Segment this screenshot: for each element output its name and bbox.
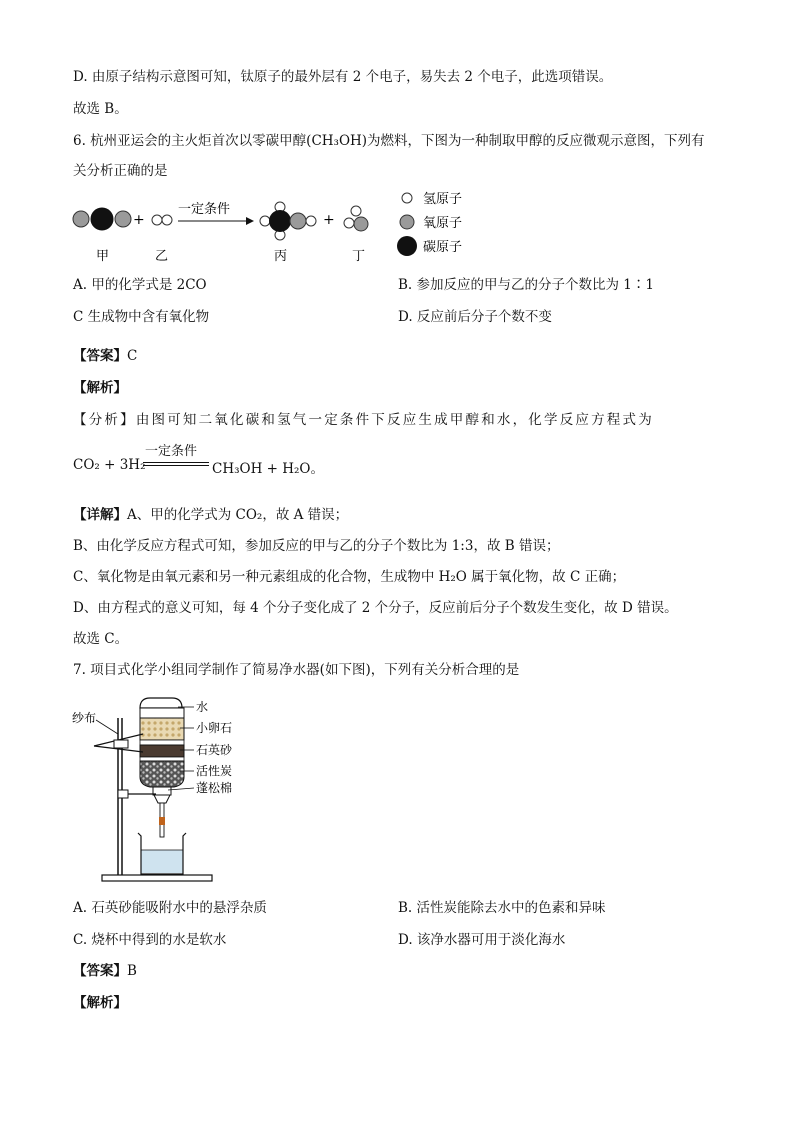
q7-option-d[interactable]: D. 该净水器可用于淡化海水 <box>398 932 566 948</box>
label-pebbles: 小卵石 <box>196 721 233 735</box>
q6-analysis-label: 【解析】 <box>73 380 127 396</box>
water-purifier-diagram <box>68 690 268 890</box>
molecule-jia <box>73 208 131 230</box>
q5-option-d-explanation: D. 由原子结构示意图可知，钛原子的最外层有 2 个电子，易失去 2 个电子，此选项错误。 <box>73 69 613 85</box>
label-ding: 丁 <box>352 249 366 264</box>
q7-answer: 【答案】B <box>73 963 137 979</box>
label-water: 水 <box>196 700 209 714</box>
q6-option-c[interactable]: C 生成物中含有氧化物 <box>73 309 210 325</box>
q7-option-b[interactable]: B. 活性炭能除去水中的色素和异味 <box>398 900 606 916</box>
legend-carbon <box>397 236 462 256</box>
reaction-arrow <box>178 217 254 225</box>
layer-pebbles <box>140 718 184 740</box>
q6-answer-value: C <box>127 348 138 364</box>
legend-hydrogen <box>402 192 462 207</box>
molecule-bing <box>260 202 316 240</box>
q6-conclusion: 故选 C。 <box>73 631 129 647</box>
svg-text:氧原子: 氧原子 <box>423 216 463 231</box>
q6-detail-a: 【详解】A、甲的化学式为 CO₂，故 A 错误； <box>73 507 349 523</box>
stand-base <box>102 875 212 881</box>
q6-detail-d: D、由方程式的意义可知，每 4 个分子变化成了 2 个分子，反应前后分子个数发生变化，故 D 错误。 <box>73 600 678 616</box>
label-bing: 丙 <box>274 249 288 264</box>
q6-stem-line1: 6. 杭州亚运会的主火炬首次以零碳甲醇(CH₃OH)为燃料，下图为一种制取甲醇的反应微观示意图，下列有 <box>73 133 705 149</box>
q6-option-b[interactable]: B. 参加反应的甲与乙的分子个数比为 1∶1 <box>398 277 654 293</box>
equation-lhs: CO₂ + 3H₂ <box>73 457 146 473</box>
beaker <box>138 833 186 874</box>
label-yi: 乙 <box>155 249 169 264</box>
q7-option-a[interactable]: A. 石英砂能吸附水中的悬浮杂质 <box>73 900 267 916</box>
layer-gauze-1 <box>140 740 184 745</box>
q7-answer-value: B <box>127 963 137 979</box>
q5-conclusion: 故选 B。 <box>73 101 128 117</box>
q6-fenxi: 【分析】由图可知二氧化碳和氢气一定条件下反应生成甲醇和水，化学反应方程式为 <box>73 412 654 428</box>
reaction-condition: 一定条件 <box>178 202 231 217</box>
q6-detail-c: C、氧化物是由氧元素和另一种元素组成的化合物，生成物中 H₂O 属于氧化物，故 C 正确； <box>73 569 626 585</box>
q6-chemical-equation <box>73 440 393 476</box>
legend-oxygen <box>400 215 462 231</box>
q7-option-c[interactable]: C. 烧杯中得到的水是软水 <box>73 932 227 948</box>
molecule-yi <box>152 215 172 225</box>
q7-analysis-label: 【解析】 <box>73 995 127 1011</box>
q6-option-d[interactable]: D. 反应前后分子个数不变 <box>398 309 552 325</box>
q7-stem: 7. 项目式化学小组同学制作了简易净水器(如下图)，下列有关分析合理的是 <box>73 662 520 678</box>
plus-sign-2: + <box>323 212 335 228</box>
svg-text:碳原子: 碳原子 <box>423 240 463 255</box>
q6-reaction-diagram <box>60 185 500 265</box>
molecule-ding <box>344 206 368 231</box>
q6-option-a[interactable]: A. 甲的化学式是 2CO <box>73 277 207 293</box>
equation-rhs: CH₃OH + H₂O。 <box>212 461 325 477</box>
filter-bottle <box>140 698 184 803</box>
q6-detail-b: B、由化学反应方程式可知，参加反应的甲与乙的分子个数比为 1:3，故 B 错误； <box>73 538 560 554</box>
layer-carbon <box>140 761 184 787</box>
q6-stem-line2: 关分析正确的是 <box>73 163 168 179</box>
label-jia: 甲 <box>96 249 110 264</box>
label-cotton: 蓬松棉 <box>196 781 233 795</box>
equation-condition: 一定条件 <box>145 444 198 459</box>
label-carbon: 活性炭 <box>196 764 233 778</box>
layer-gauze-2 <box>140 757 184 761</box>
plus-sign-1: + <box>133 212 145 228</box>
svg-text:氢原子: 氢原子 <box>423 192 463 207</box>
label-gauze: 纱布 <box>72 711 97 725</box>
label-quartz: 石英砂 <box>196 743 233 757</box>
q6-answer: 【答案】C <box>73 348 138 364</box>
layer-quartz <box>140 745 184 757</box>
